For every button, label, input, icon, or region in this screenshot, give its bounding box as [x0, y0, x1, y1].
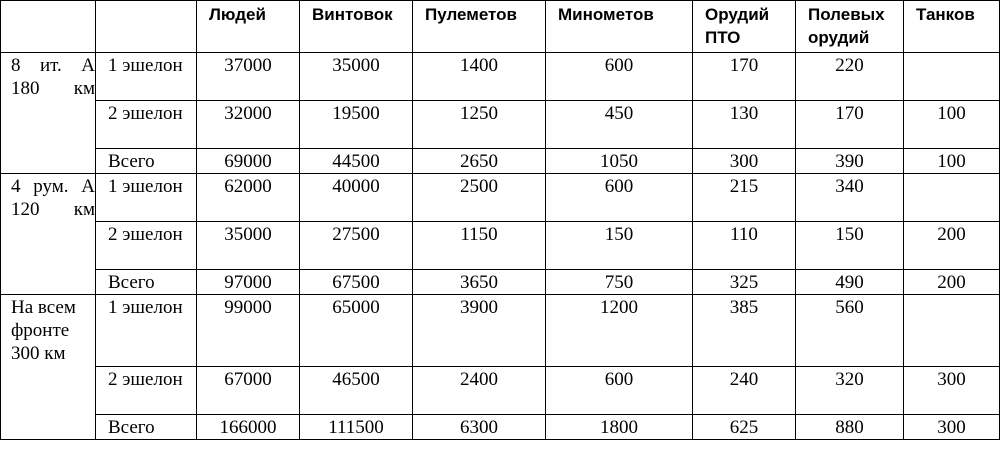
value-cell: 215	[693, 174, 796, 222]
group-label: 8 ит. А 180 км	[1, 53, 96, 174]
table-row	[1, 367, 1000, 415]
value-cell: 37000	[197, 53, 300, 101]
group-label: 4 рум. А 120 км	[1, 174, 96, 295]
table-row	[1, 53, 1000, 101]
value-cell: 100	[904, 149, 1000, 174]
value-cell: 600	[546, 53, 693, 101]
value-cell: 3650	[413, 270, 546, 295]
value-cell: 450	[546, 101, 693, 149]
total-label: Всего	[96, 149, 197, 174]
value-cell: 560	[796, 295, 904, 367]
header-cell-machine-guns: Пулеметов	[413, 1, 546, 53]
value-cell: 111500	[300, 415, 413, 440]
table-row	[1, 222, 1000, 270]
header-cell-rifles: Винтовок	[300, 1, 413, 53]
header-cell-empty	[96, 1, 197, 53]
total-label: Всего	[96, 270, 197, 295]
echelon-label: 1 эшелон	[96, 53, 197, 101]
value-cell: 750	[546, 270, 693, 295]
value-cell: 32000	[197, 101, 300, 149]
total-label: Всего	[96, 415, 197, 440]
value-cell: 390	[796, 149, 904, 174]
table-row	[1, 295, 1000, 367]
table-row	[1, 101, 1000, 149]
echelon-label: 2 эшелон	[96, 101, 197, 149]
value-cell: 170	[796, 101, 904, 149]
value-cell: 340	[796, 174, 904, 222]
value-cell: 3900	[413, 295, 546, 367]
value-cell: 600	[546, 174, 693, 222]
value-cell: 46500	[300, 367, 413, 415]
value-cell: 97000	[197, 270, 300, 295]
value-cell	[904, 295, 1000, 367]
echelon-label: 1 эшелон	[96, 295, 197, 367]
value-cell: 166000	[197, 415, 300, 440]
header-cell-tanks: Танков	[904, 1, 1000, 53]
value-cell: 625	[693, 415, 796, 440]
value-cell: 27500	[300, 222, 413, 270]
value-cell: 65000	[300, 295, 413, 367]
value-cell: 2500	[413, 174, 546, 222]
value-cell: 240	[693, 367, 796, 415]
value-cell: 67500	[300, 270, 413, 295]
value-cell: 220	[796, 53, 904, 101]
table-row-total	[1, 149, 1000, 174]
table-row-total	[1, 415, 1000, 440]
value-cell: 200	[904, 222, 1000, 270]
table-row-total	[1, 270, 1000, 295]
header-cell-empty	[1, 1, 96, 53]
table-row	[1, 174, 1000, 222]
value-cell: 6300	[413, 415, 546, 440]
value-cell: 100	[904, 101, 1000, 149]
value-cell: 2400	[413, 367, 546, 415]
value-cell: 300	[693, 149, 796, 174]
value-cell: 1150	[413, 222, 546, 270]
value-cell: 35000	[300, 53, 413, 101]
value-cell: 69000	[197, 149, 300, 174]
value-cell	[904, 174, 1000, 222]
value-cell: 600	[546, 367, 693, 415]
value-cell: 1200	[546, 295, 693, 367]
header-cell-mortars: Минометов	[546, 1, 693, 53]
value-cell: 130	[693, 101, 796, 149]
header-row	[1, 1, 1000, 53]
value-cell: 320	[796, 367, 904, 415]
value-cell: 67000	[197, 367, 300, 415]
header-cell-people: Людей	[197, 1, 300, 53]
value-cell: 170	[693, 53, 796, 101]
header-cell-field-guns: Полевых орудий	[796, 1, 904, 53]
value-cell: 880	[796, 415, 904, 440]
value-cell	[904, 53, 1000, 101]
value-cell: 1050	[546, 149, 693, 174]
value-cell: 40000	[300, 174, 413, 222]
value-cell: 1400	[413, 53, 546, 101]
value-cell: 19500	[300, 101, 413, 149]
value-cell: 1250	[413, 101, 546, 149]
value-cell: 99000	[197, 295, 300, 367]
value-cell: 44500	[300, 149, 413, 174]
value-cell: 325	[693, 270, 796, 295]
value-cell: 62000	[197, 174, 300, 222]
value-cell: 300	[904, 367, 1000, 415]
group-label: На всем фронте 300 км	[1, 295, 96, 440]
echelon-label: 2 эшелон	[96, 222, 197, 270]
value-cell: 200	[904, 270, 1000, 295]
header-cell-at-guns: Орудий ПТО	[693, 1, 796, 53]
value-cell: 490	[796, 270, 904, 295]
echelon-label: 2 эшелон	[96, 367, 197, 415]
value-cell: 110	[693, 222, 796, 270]
value-cell: 1800	[546, 415, 693, 440]
value-cell: 385	[693, 295, 796, 367]
value-cell: 150	[546, 222, 693, 270]
echelon-label: 1 эшелон	[96, 174, 197, 222]
value-cell: 2650	[413, 149, 546, 174]
value-cell: 150	[796, 222, 904, 270]
value-cell: 300	[904, 415, 1000, 440]
value-cell: 35000	[197, 222, 300, 270]
